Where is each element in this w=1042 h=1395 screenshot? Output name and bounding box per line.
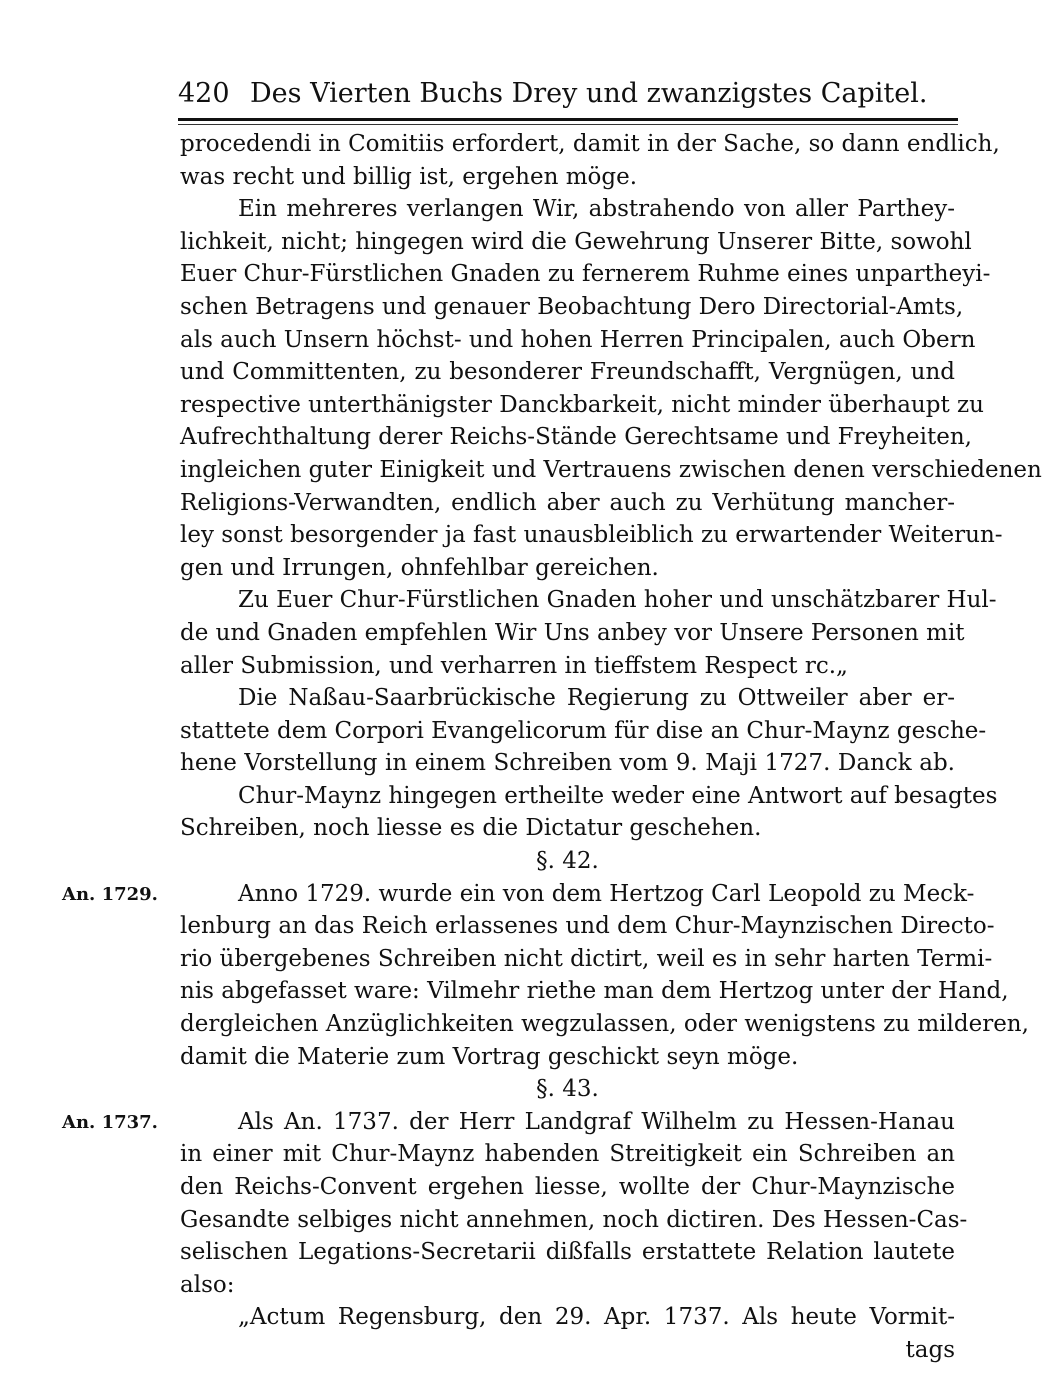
catchword: tags bbox=[905, 1336, 955, 1363]
text-line: Als An. 1737. der Herr Landgraf Wilhelm zu Hessen-Hanau bbox=[238, 1108, 955, 1135]
header-rule bbox=[178, 118, 958, 121]
text-line: selischen Legations-Secretarii dißfalls erstattete Relation lautete bbox=[180, 1239, 955, 1266]
text-line: als auch Unsern höchst- und hohen Herren Principalen, auch Obern bbox=[180, 326, 976, 353]
text-line: respective unterthänigster Danckbarkeit, nicht minder überhaupt zu bbox=[180, 391, 984, 418]
text-line: „Actum Regensburg, den 29. Apr. 1737. Als heute Vormit- bbox=[238, 1304, 955, 1331]
text-line: schen Betragens und genauer Beobachtung Dero Directorial-Amts, bbox=[180, 293, 964, 320]
text-line: also: bbox=[180, 1271, 235, 1298]
text-line: gen und Irrungen, ohnfehlbar gereichen. bbox=[180, 554, 659, 581]
text-line: Schreiben, noch liesse es die Dictatur geschehen. bbox=[180, 815, 762, 842]
text-line: Religions-Verwandten, endlich aber auch zu Verhütung mancher- bbox=[180, 489, 955, 516]
body-text bbox=[180, 128, 1042, 1367]
text-line: Euer Chur-Fürstlichen Gnaden zu fernerem Ruhme eines unpartheyi- bbox=[180, 261, 991, 288]
text-line: ingleichen guter Einigkeit und Vertrauens zwischen denen verschiedenen bbox=[180, 456, 1042, 483]
text-line: Aufrechthaltung derer Reichs-Stände Gerechtsame und Freyheiten, bbox=[180, 424, 972, 451]
text-line: lichkeit, nicht; hingegen wird die Gewehrung Unserer Bitte, sowohl bbox=[180, 228, 972, 255]
text-line: damit die Materie zum Vortrag geschickt seyn möge. bbox=[180, 1043, 799, 1070]
text-line: rio übergebenes Schreiben nicht dictirt, weil es in sehr harten Termi- bbox=[180, 945, 993, 972]
margin-note: An. 1737. bbox=[62, 1112, 158, 1133]
page-number: 420 bbox=[178, 78, 230, 109]
text-line: Ein mehreres verlangen Wir, abstrahendo von aller Parthey- bbox=[238, 196, 955, 223]
text-line: Zu Euer Chur-Fürstlichen Gnaden hoher und unschätzbarer Hul- bbox=[238, 587, 997, 614]
text-line: was recht und billig ist, ergehen möge. bbox=[180, 163, 638, 190]
text-line: Gesandte selbiges nicht annehmen, noch dictiren. Des Hessen-Cas- bbox=[180, 1206, 968, 1233]
text-line: ley sonst besorgender ja fast unausbleiblich zu erwartender Weiterun- bbox=[180, 522, 1003, 549]
text-line: stattete dem Corpori Evangelicorum für dise an Chur-Maynz gesche- bbox=[180, 717, 987, 744]
text-line: in einer mit Chur-Maynz habenden Streitigkeit ein Schreiben an bbox=[180, 1141, 955, 1168]
text-line: Anno 1729. wurde ein von dem Hertzog Carl Leopold zu Meck- bbox=[238, 880, 975, 907]
margin-note: An. 1729. bbox=[62, 883, 158, 905]
text-line: und Committenten, zu besonderer Freundschafft, Vergnügen, und bbox=[180, 359, 955, 386]
text-line: hene Vorstellung in einem Schreiben vom 9. Maji 1727. Danck ab. bbox=[180, 750, 955, 777]
text-line: dergleichen Anzüglichkeiten wegzulassen, oder wenigstens zu milderen, bbox=[180, 1011, 1029, 1038]
text-line: nis abgefasset ware: Vilmehr riethe man dem Hertzog unter der Hand, bbox=[180, 978, 1009, 1005]
text-line: Chur-Maynz hingegen ertheilte weder eine Antwort auf besagtes bbox=[238, 782, 998, 809]
text-line: procedendi in Comitiis erfordert, damit in der Sache, so dann endlich, bbox=[180, 131, 1000, 157]
running-title: Des Vierten Buchs Drey und zwanzigstes Capitel. bbox=[250, 78, 928, 109]
section-heading: §. 43. bbox=[536, 1076, 599, 1103]
running-header bbox=[178, 74, 928, 114]
text-line: lenburg an das Reich erlassenes und dem Chur-Maynzischen Directo- bbox=[180, 913, 995, 940]
text-line: aller Submission, und verharren in tieffstem Respect rc.„ bbox=[180, 652, 848, 679]
section-heading: §. 42. bbox=[536, 848, 599, 875]
header-rule-thin bbox=[178, 124, 958, 125]
text-line: de und Gnaden empfehlen Wir Uns anbey vor Unsere Personen mit bbox=[180, 619, 965, 646]
text-line: den Reichs-Convent ergehen liesse, wollte der Chur-Maynzische bbox=[180, 1174, 955, 1200]
text-line: Die Naßau-Saarbrückische Regierung zu Ottweiler aber er- bbox=[238, 685, 955, 712]
